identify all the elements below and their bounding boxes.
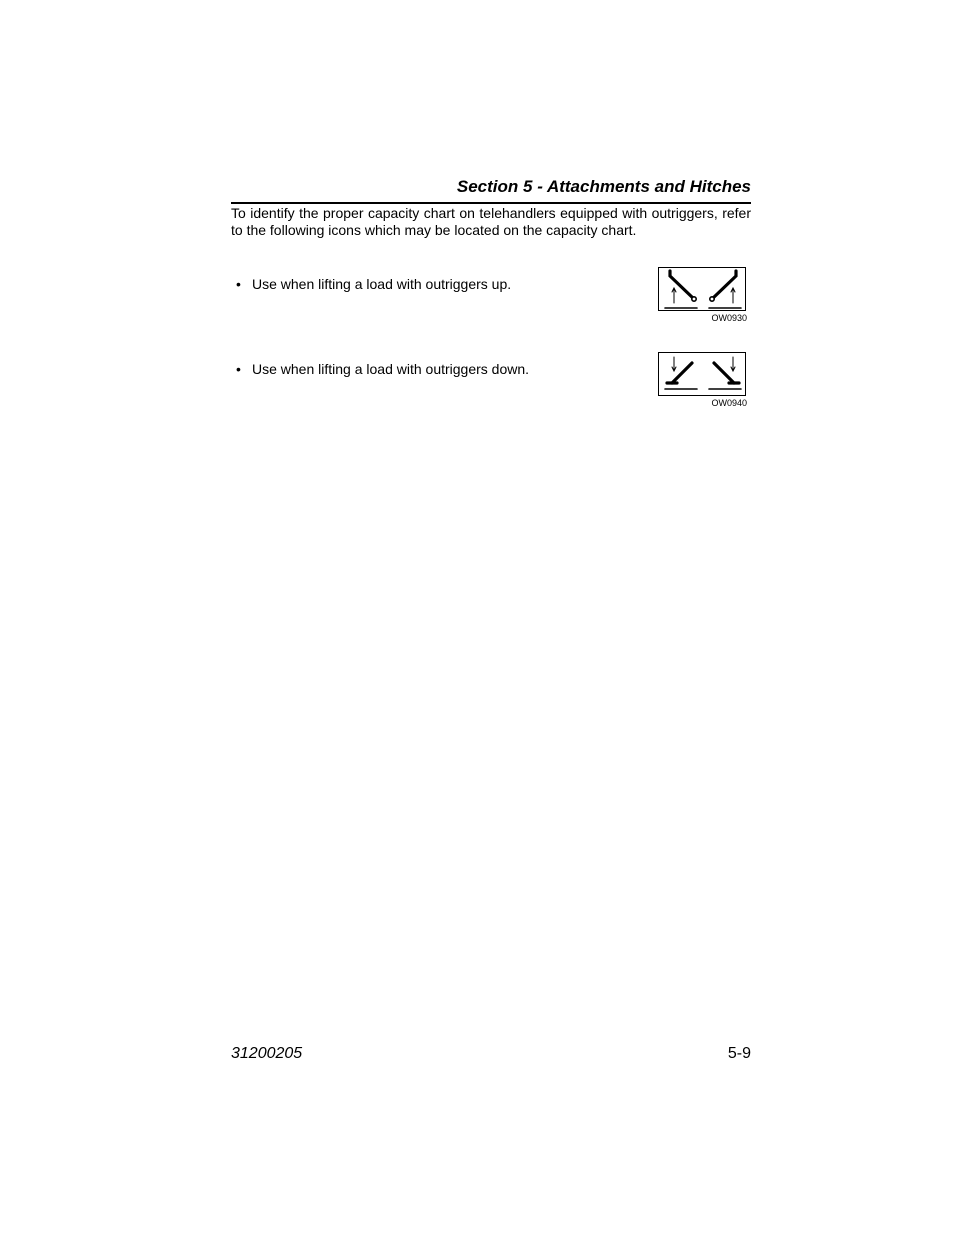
document-number: 31200205 (231, 1045, 303, 1062)
page-number: 5-9 (727, 1045, 751, 1062)
list-item-outriggers-up (236, 276, 511, 293)
bullet: • (236, 276, 241, 292)
figure-code: OW0940 (711, 398, 747, 408)
section-title: Section 5 - Attachments and Hitches (456, 177, 751, 196)
intro-paragraph: To identify the proper capacity chart on telehandlers equipped with outriggers, refer to the following icons which may be located on the capacity chart. (231, 205, 751, 238)
list-item-outriggers-down (236, 361, 529, 378)
bullet: • (236, 361, 241, 377)
list-item-text: Use when lifting a load with outriggers up. (252, 276, 512, 292)
list-item-text: Use when lifting a load with outriggers down. (252, 361, 530, 377)
figure-code: OW0930 (711, 313, 747, 323)
section-header (231, 176, 751, 204)
outriggers-up-icon (658, 267, 746, 311)
outriggers-down-icon (658, 352, 746, 396)
